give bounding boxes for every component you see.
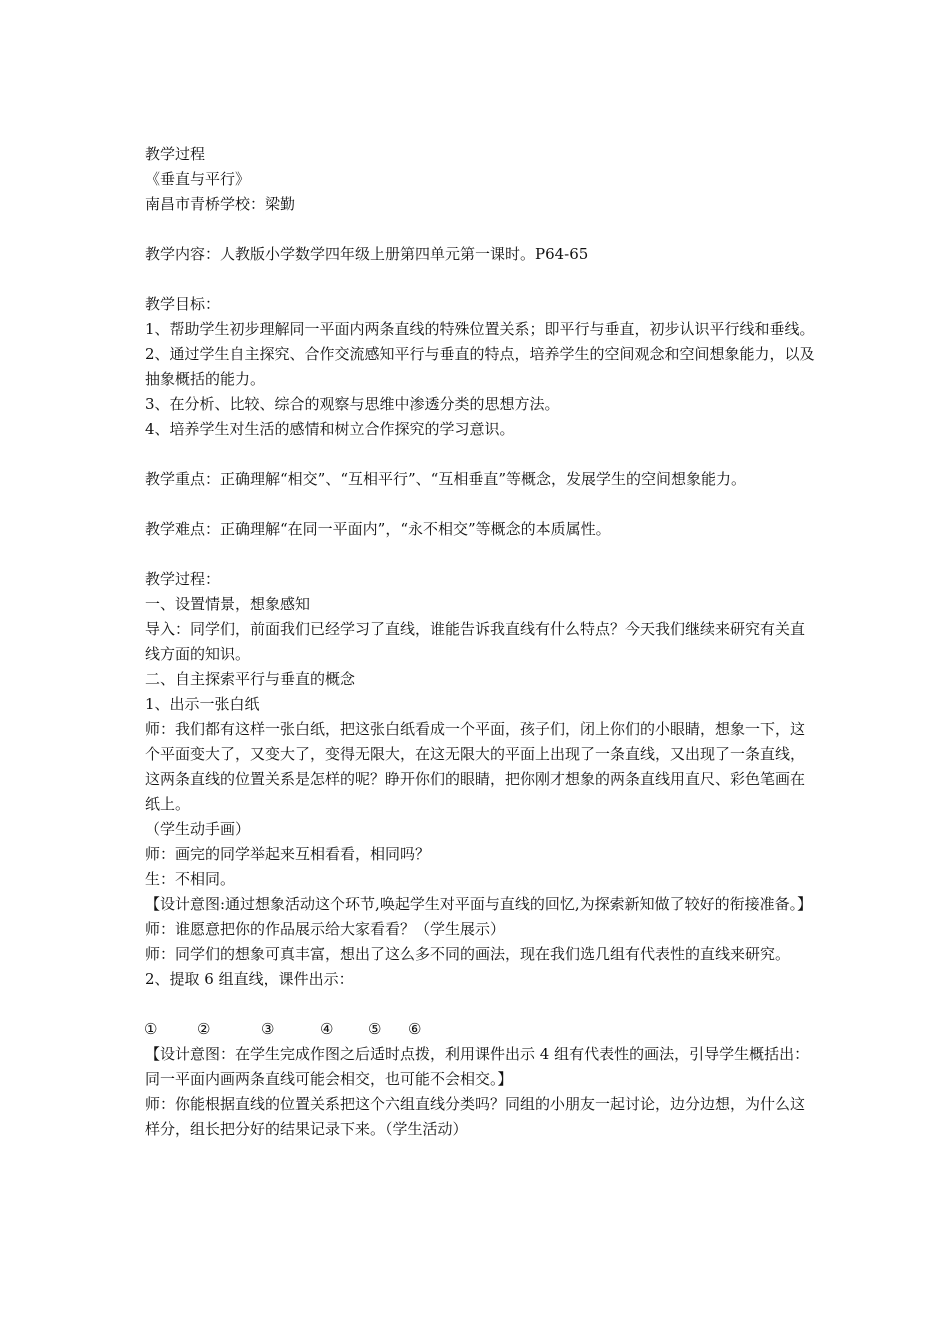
goal-item-1: 1、帮助学生初步理解同一平面内两条直线的特殊位置关系；即平行与垂直，初步认识平行线和垂线。 [145,320,815,338]
marker-4: ④ [320,1020,334,1038]
spacer [145,217,815,242]
key-point: 教学重点：正确理解“相交”、“互相平行”、“互相垂直”等概念，发展学生的空间想象能力。 [145,470,747,488]
spacer [145,492,815,517]
document-body [145,142,815,1142]
goal-item-3: 3、在分析、比较、综合的观察与思维中渗透分类的思想方法。 [145,395,560,413]
marker-3: ③ [261,1020,275,1038]
spacer [145,442,815,467]
teacher-prompt: 师：谁愿意把你的作品展示给大家看看？（学生展示） [145,920,506,938]
difficulty: 教学难点：正确理解“在同一平面内”，“永不相交”等概念的本质属性。 [145,520,611,538]
marker-6: ⑥ [408,1020,422,1038]
goal-item-2: 2、通过学生自主探究、合作交流感知平行与垂直的特点，培养学生的空间观念和空间想象能力，以及抽象概括的能力。 [145,345,815,388]
teacher-paragraph: 师：我们都有这样一张白纸，把这张白纸看成一个平面，孩子们，闭上你们的小眼睛，想象一下，这个平面变大了，又变大了，变得无限大，在这无限大的平面上出现了一条直线，又出现了一条直线，这两条直线的位置关系是怎样的呢？睁开你们的眼睛，把你刚才想象的两条直线用直尺、彩色笔画在纸上。 [145,720,806,813]
design-intent-1: 【设计意图:通过想象活动这个环节,唤起学生对平面与直线的回忆,为探索新知做了较好的衔接准备。】 [145,895,813,913]
lesson-title: 《垂直与平行》 [145,170,251,188]
student-activity: （学生动手画） [145,820,251,838]
intro-paragraph: 导入：同学们，前面我们已经学习了直线，谁能告诉我直线有什么特点？今天我们继续来研究有关直线方面的知识。 [145,620,806,663]
author-line: 南昌市青桥学校：梁勤 [145,195,296,213]
design-intent-2: 【设计意图：在学生完成作图之后适时点拨，利用课件出示 4 组有代表性的画法，引导学生概括出：同一平面内画两条直线可能会相交，也可能不会相交。】 [145,1045,810,1088]
goal-item-4: 4、培养学生对生活的感情和树立合作探究的学习意识。 [145,420,515,438]
marker-5: ⑤ [368,1020,382,1038]
process-heading: 教学过程： [145,570,221,588]
spacer [145,267,815,292]
teacher-classification: 师：你能根据直线的位置关系把这个六组直线分类吗？同组的小朋友一起讨论，边分边想，为什么这样分，组长把分好的结果记录下来。（学生活动） [145,1095,806,1138]
student-answer: 生：不相同。 [145,870,236,888]
marker-1: ① [144,1020,158,1038]
step-one: 1、出示一张白纸 [145,695,260,713]
section-one-title: 一、设置情景，想象感知 [145,595,311,613]
goals-heading: 教学目标： [145,295,221,313]
spacer [145,542,815,567]
section-two-title: 二、自主探索平行与垂直的概念 [145,670,356,688]
line-groups-markers [144,1017,815,1042]
teacher-summary: 师：同学们的想象可真丰富，想出了这么多不同的画法，现在我们选几组有代表性的直线来研究。 [145,945,791,963]
teacher-question: 师：画完的同学举起来互相看看，相同吗？ [145,845,431,863]
spacer [145,992,815,1017]
teaching-content: 教学内容：人教版小学数学四年级上册第四单元第一课时。P64-65 [145,245,589,263]
doc-label: 教学过程 [145,145,206,163]
marker-2: ② [197,1020,211,1038]
step-two: 2、提取 6 组直线，课件出示： [145,970,354,988]
